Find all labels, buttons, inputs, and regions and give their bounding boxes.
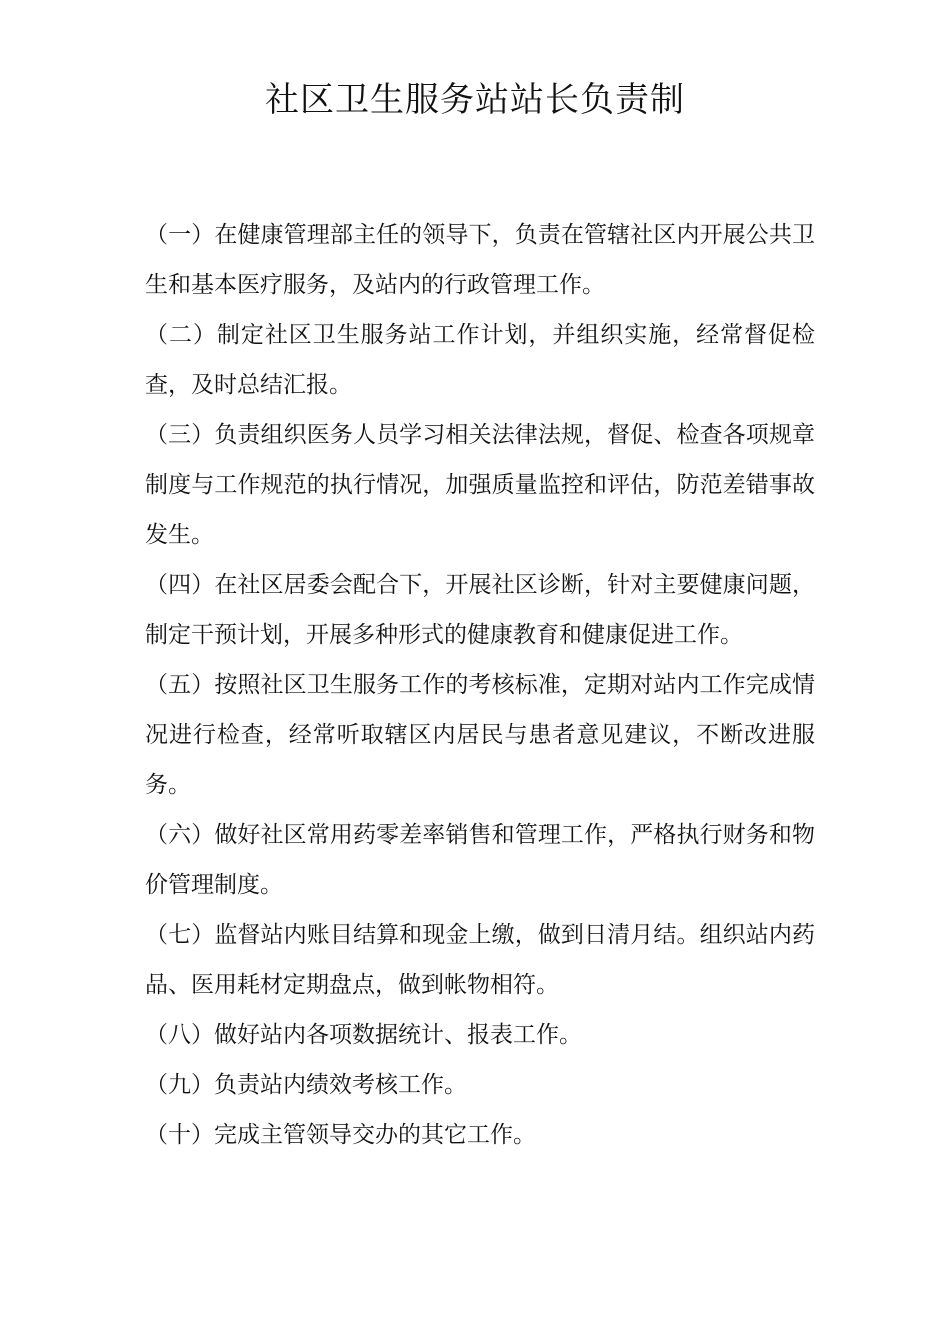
duty-item-7: （七）监督站内账目结算和现金上缴，做到日清月结。组织站内药品、医用耗材定期盘点，做到帐物相符。 — [145, 922, 815, 998]
document-body — [145, 210, 815, 1160]
duty-item-2: （二）制定社区卫生服务站工作计划，并组织实施，经常督促检查，及时总结汇报。 — [145, 322, 815, 398]
duty-item-3: （三）负责组织医务人员学习相关法律法规，督促、检查各项规章制度与工作规范的执行情况，加强质量监控和评估，防范差错事故发生。 — [145, 422, 815, 548]
duty-item-8: （八）做好站内各项数据统计、报表工作。 — [145, 1022, 582, 1048]
document-title: 社区卫生服务站站长负责制 — [265, 80, 685, 120]
duty-item-6: （六）做好社区常用药零差率销售和管理工作，严格执行财务和物价管理制度。 — [145, 822, 815, 898]
duty-item-9: （九）负责站内绩效考核工作。 — [145, 1072, 467, 1098]
duty-item-10: （十）完成主管领导交办的其它工作。 — [145, 1122, 536, 1148]
duty-item-5: （五）按照社区卫生服务工作的考核标准，定期对站内工作完成情况进行检查，经常听取辖区内居民与患者意见建议，不断改进服务。 — [145, 672, 815, 798]
duty-item-1: （一）在健康管理部主任的领导下，负责在管辖社区内开展公共卫生和基本医疗服务，及站内的行政管理工作。 — [145, 222, 815, 298]
duty-item-4: （四）在社区居委会配合下，开展社区诊断，针对主要健康问题，制定干预计划，开展多种形式的健康教育和健康促进工作。 — [145, 572, 815, 648]
